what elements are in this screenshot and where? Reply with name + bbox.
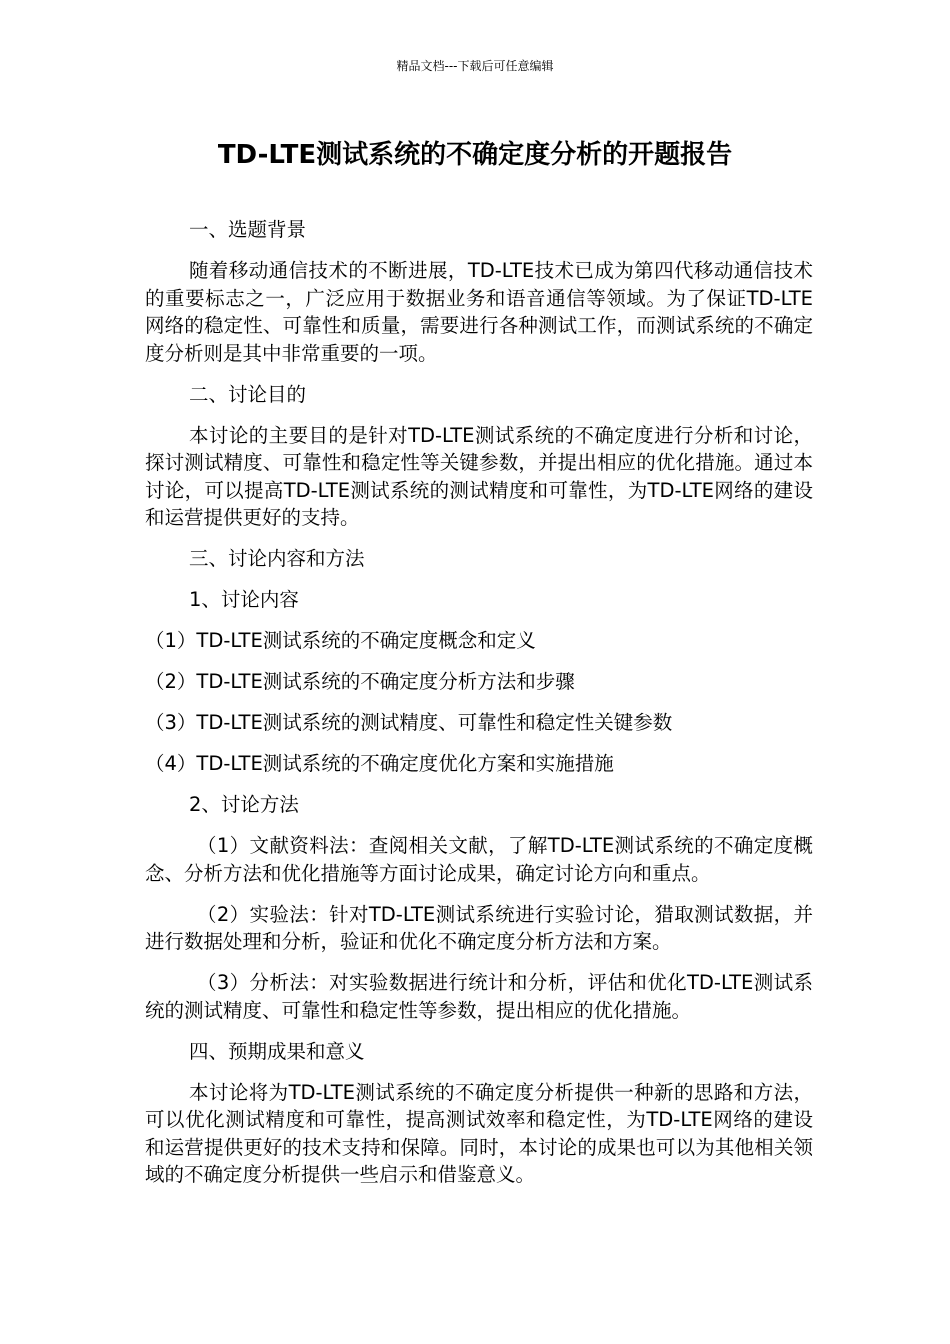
paragraph-purpose: 本讨论的主要目的是针对TD-LTE测试系统的不确定度进行分析和讨论，探讨测试精度、可靠性和稳定性等关键参数，并提出相应的优化措施。通过本讨论，可以提高TD-LTE测试系统的测试精度和可靠性，为TD-LTE网络的建设和运营提供更好的支持。 — [145, 423, 813, 529]
section-heading-purpose: 二、讨论目的 — [189, 382, 307, 406]
content-item: （2）TD-LTE测试系统的不确定度分析方法和步骤 — [145, 670, 575, 693]
document-title: TD-LTE测试系统的不确定度分析的开题报告 — [217, 140, 733, 170]
method-item: （2）实验法：针对TD-LTE测试系统进行实验讨论，猎取测试数据，并进行数据处理和分析，验证和优化不确定度分析方法和方案。 — [145, 902, 813, 953]
subheading-method: 2、讨论方法 — [189, 793, 299, 816]
page-header: 精品文档---下载后可任意编辑 — [396, 59, 554, 73]
content-item: （1）TD-LTE测试系统的不确定度概念和定义 — [145, 629, 536, 652]
paragraph-outcomes: 本讨论将为TD-LTE测试系统的不确定度分析提供一种新的思路和方法，可以优化测试精度和可靠性，提高测试效率和稳定性，为TD-LTE网络的建设和运营提供更好的技术支持和保障。同时，本讨论的成果也可以为其他相关领域的不确定度分析提供一些启示和借鉴意义。 — [145, 1080, 813, 1186]
section-heading-content-method: 三、讨论内容和方法 — [189, 547, 365, 570]
paragraph-background: 随着移动通信技术的不断进展，TD-LTE技术已成为第四代移动通信技术的重要标志之一，广泛应用于数据业务和语音通信等领域。为了保证TD-LTE网络的稳定性、可靠性和质量，需要进行各种测试工作，而测试系统的不确定度分析则是其中非常重要的一项。 — [145, 259, 813, 365]
content-item: （3）TD-LTE测试系统的测试精度、可靠性和稳定性关键参数 — [145, 711, 673, 734]
document-body — [145, 216, 813, 1202]
method-item: （1）文献资料法：查阅相关文献，了解TD-LTE测试系统的不确定度概念、分析方法和优化措施等方面讨论成果，确定讨论方向和重点。 — [145, 834, 813, 885]
subheading-content: 1、讨论内容 — [189, 588, 299, 611]
content-item: （4）TD-LTE测试系统的不确定度优化方案和实施措施 — [145, 752, 614, 775]
section-heading-background: 一、选题背景 — [189, 218, 307, 241]
section-heading-outcomes: 四、预期成果和意义 — [189, 1039, 365, 1063]
method-item: （3）分析法：对实验数据进行统计和分析，评估和优化TD-LTE测试系统的测试精度、可靠性和稳定性等参数，提出相应的优化措施。 — [145, 971, 813, 1022]
